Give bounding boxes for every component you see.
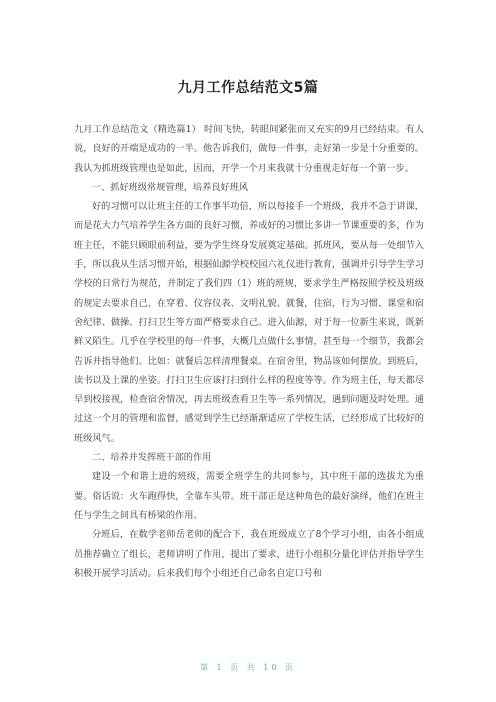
document-body [74, 120, 424, 583]
document-title: 九月工作总结范文5篇 [177, 80, 319, 96]
paragraph-study-groups: 分班后，在数学老师岳老师的配合下，我在班级成立了8个学习小组，由各小组成员推荐确立了组长，老师讲明了作用，提出了要求，进行小组积分量化评估并指导学生积极开展学习活动。后来我们每个小组还自己命名自定口号和 [74, 529, 424, 579]
page-number: 第 1 页 共 10 页 [200, 663, 296, 672]
paragraph-class-management: 好的习惯可以让班主任的工作事半功倍，所以每接手一个班级，我并不急于讲课，而是花大力气培养学生各方面的良好习惯，养成好的习惯比多讲一节课重要的多，作为班主任，不能只顾眼前利益，要为学生终身发展奠定基础。抓班风，要从每一处细节入手，所以我从生活习惯开始，根据仙源学校校园六礼仪进行教育，强调并引导学生学习学校的日常行为规范，并制定了我们四（1）班的班规，要求学生严格按照学校及班级的规定去要求自己，在穿着、仪容仪表、文明礼貌、就餐，住宿，行为习惯、课堂和宿舍纪律、做操、打扫卫生等方面严格要求自己。进入仙源，对于每一位新生来说，既新鲜又陌生。几乎在学校里的每一件事，大概几点做什么事情，甚至每一个细节，我都会告诉并指导他们。比如：就餐后怎样清理餐桌。在宿舍里，物品该如何摆放。到班后，读书以及上课的坐姿。打扫卫生应该打扫到什么样的程度等等。作为班主任，每天都尽早到校接视，检查宿舍情况，再去班级查看卫生等一系列情况，遇到问题及时处理。通过这一个月的管理和监督，感觉到学生已经渐渐适应了学校生活，已经形成了比较好的班级风气。 [74, 201, 424, 444]
paragraph-intro: 九月工作总结范文（精选篇1） 时间飞快，转眼间紧张而又充实的9月已经结束。有人说，良好的开端是成功的一半。他告诉我们，做每一件事，走好第一步是十分重要的。我认为抓班级管理也是如此，因而，开学一个月来我就十分重视走好每一个第一步。 [74, 124, 424, 174]
paragraph-class-cadres: 建设一个和谐上进的班级，需要全班学生的共同参与，其中班干部的选拔尤为重要。俗话说：火车跑得快，全靠车头带。班干部正是这种角色的最好演绎，他们在班主任与学生之间具有桥梁的作用。 [74, 471, 424, 521]
section-heading-1: 一、抓好班级常规管理，培养良好班风 [91, 181, 249, 193]
section-heading-2: 二、培养并发挥班干部的作用 [91, 452, 212, 464]
